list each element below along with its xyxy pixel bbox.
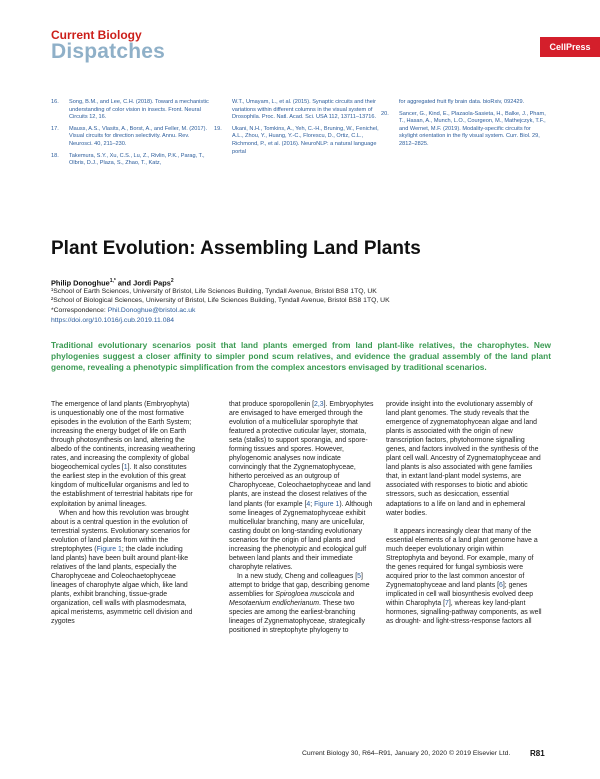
species-name: Mesotaenium endlicherianum (229, 600, 320, 608)
citation-link[interactable]: 2,3 (314, 401, 324, 408)
affiliation-2: ²School of Biological Sciences, University of Bristol, Life Sciences Building, Tyndall Avenue, Bristol BS8 1TQ, UK (51, 297, 390, 304)
paragraph: The emergence of land plants (Embryophyta) is unquestionably one of the most formative episodes in the evolution of the Earth System; increasing the energy budget of life on Earth through photosynthesis on land, altering the albedo of the continents, increasing weathering rates, and increasing the complexity of global biogeochemical cycles [1]. It also constitutes the earliest step in the evolution of this great kingdom of multicellular organisms and led to the establishment of terrestrial habitats ripe for exploitation by animal lineages. (51, 401, 196, 508)
affiliation-1: ¹School of Earth Sciences, University of Bristol, Life Sciences Building, Tyndall Avenue, Bristol BS8 1TQ, UK (51, 288, 377, 295)
figure-link[interactable]: Figure 1 (96, 545, 122, 553)
author-conjunction: and (115, 278, 134, 288)
abstract: Traditional evolutionary scenarios posit that land plants emerged from land plant-like relatives, the charophytes. New phylogenies suggest a closer affinity to simpler pond scum relatives, and evidence the gradual assembly of the land plant genome, revealing a phenotypic simplification from the complex ancestors envisaged by traditional scenarios. (51, 340, 551, 373)
reference-item[interactable]: 17. Mauss, A.S., Vlasits, A., Borst, A., and Feller, M. (2017). Visual circuits for direction selectivity. Annu. Rev. Neurosci. 40, 211–230. (51, 125, 208, 147)
reference-item[interactable]: 19. Ukani, N.H., Tomkins, A., Yeh, C.-H., Bruning, W., Fenichel, A.L., Zhou, Y., Huang, Y.-C., Florescu, D., Ortiz, C.L., Richmond, P., et al. (2016). NeuroNLP: a natural language portal (214, 125, 379, 155)
reference-item[interactable]: 18. Takemura, S.Y., Xu, C.S., Lu, Z., Rivlin, P.K., Parag, T., Olbris, D.J., Plaza, S., Zhao, T., Katz, (51, 152, 205, 167)
journal-name: Current Biology (51, 28, 142, 42)
correspondence: *Correspondence: Phil.Donoghue@bristol.ac.uk (51, 307, 196, 314)
citation-link[interactable]: 7 (444, 599, 449, 607)
citation-link[interactable]: 4 (306, 500, 311, 508)
author-name: Jordi Paps (133, 278, 171, 288)
body-column-1 (51, 400, 196, 626)
footer-citation: Current Biology 30, R64–R91, January 20, 2020 © 2019 Elsevier Ltd. (302, 750, 511, 757)
paragraph: In a new study, Cheng and colleagues [5] attempt to bridge that gap, describing genome assemblies for Spirogloea muscicola and Mesotaenium endlicherianum. These two species are among the earliest-branching lineages of Zygnematophyceae, strategically positioned in streptophyte phylogeny to (229, 572, 370, 635)
body-column-3 (386, 400, 544, 626)
author-affiliation-marker: 2 (170, 278, 174, 284)
citation-link[interactable]: 1 (123, 464, 128, 472)
page-number: R81 (530, 749, 545, 758)
author-name: Philip Donoghue (51, 278, 110, 288)
paragraph: that produce sporopollenin [2,3]. Embryophytes are envisaged to have emerged through the evolution of a multicellular sporophyte that featured a protective cuticular layer, stomata, seta (stalks) to support sporangia, and spore-forming tissues and spores. However, phylogenomic analyses now indicate convincingly that the Zygnematophyceae, hitherto perceived as an outgroup of Charophyceae, Coleochaetophyceae and land plants, are instead the closest relatives of the land plants (for example [4; Figure 1). Although some lineages of Zygnematophyceae exhibit multicellular branching, many are unicellular, casting doubt on long-standing evolutionary scenarios for the origin of land plants and increasing the phenotypic and ecological gulf between land plants and their immediate charophyte relatives. (229, 401, 374, 571)
cellpress-logo[interactable]: CellPress (540, 37, 600, 57)
author-line (51, 278, 174, 287)
doi-link[interactable]: https://doi.org/10.1016/j.cub.2019.11.084 (51, 317, 175, 324)
section-title: Dispatches (51, 40, 166, 63)
reference-item[interactable]: 20. Sancer, G., Kind, E., Plazaola-Sasieta, H., Balke, J., Pham, T., Hasan, A., Munch, L.O., Courgeon, M., Mathejczyk, T.F., and Wernet, M.F. (2019). Modality-specific circuits for skylight orientation in the fly visual system. Curr. Biol. 29, 2812–2825. (381, 110, 546, 147)
reference-item[interactable]: for aggregated fruit fly brain data. bioRxiv, 092429. (399, 99, 525, 105)
body-column-2 (229, 400, 374, 635)
reference-item[interactable]: W.T., Umayam, L., et al. (2015). Synaptic circuits and their variations within different columns in the visual system of Drosophila. Proc. Natl. Acad. Sci. USA 112, 13711–13716. (232, 99, 377, 121)
reference-item[interactable]: 16. Song, B.M., and Lee, C.H. (2018). Toward a mechanistic understanding of color vision in insects. Front. Neural Circuits 12, 16. (51, 99, 209, 121)
figure-link[interactable]: Figure 1 (314, 500, 340, 508)
correspondence-email-link[interactable]: Phil.Donoghue@bristol.ac.uk (107, 307, 196, 314)
species-name: Spirogloea muscicola (275, 590, 341, 598)
paragraph: It appears increasingly clear that many of the essential elements of a land plant genome have a much deeper evolutionary origin within Streptophyta and beyond. For example, many of the genes required for fungal symbiosis were acquired prior to the last common ancestor of Zygnematophyceae and land plants [6]; genes implicated in cell wall biosynthesis evolved deep within Charophyta [7], whereas key land-plant hormones, signalling-pathway components, as well as drought- and light-stress-response factors all (386, 527, 542, 626)
citation-link[interactable]: 5 (357, 572, 361, 580)
references-col-3 (381, 99, 546, 153)
references-col-1 (51, 99, 211, 172)
citation-link[interactable]: 6 (499, 581, 503, 589)
paragraph: When and how this revolution was brought about is a central question in the evolution of terrestrial systems. Evolutionary scenarios for evolution of land plants from within the streptophytes (Figure 1; the clade including land plants) have been built around plant-like relatives of the land plants, especially the Charophyceae and Coleochaetophyceae lineages of charophyte algae which, like land plants, exhibit branching, tissue-grade organization, cell walls with plasmodesmata, apical meristems, asymmetric cell division and zygotes (51, 509, 193, 626)
article-title: Plant Evolution: Assembling Land Plants (51, 238, 421, 259)
author-affiliation-marker: 1,* (109, 278, 116, 284)
references-col-2 (214, 99, 379, 160)
paragraph: provide insight into the evolutionary assembly of land plant genomes. The study reveals that the emergence of zygnematophycean algae and land plants is associated with the origin of new transcription factors, phytohormone signalling genes, and factors involved in the synthesis of the plant cell wall. Ancestry of Zygnematophyceae and land plants is also associated with gene families that, in extant land-plant model systems, are associated with responses to biotic and abiotic stressors, such as desiccation, essential adaptations to a life on land and in ephemeral water bodies. (386, 401, 541, 517)
